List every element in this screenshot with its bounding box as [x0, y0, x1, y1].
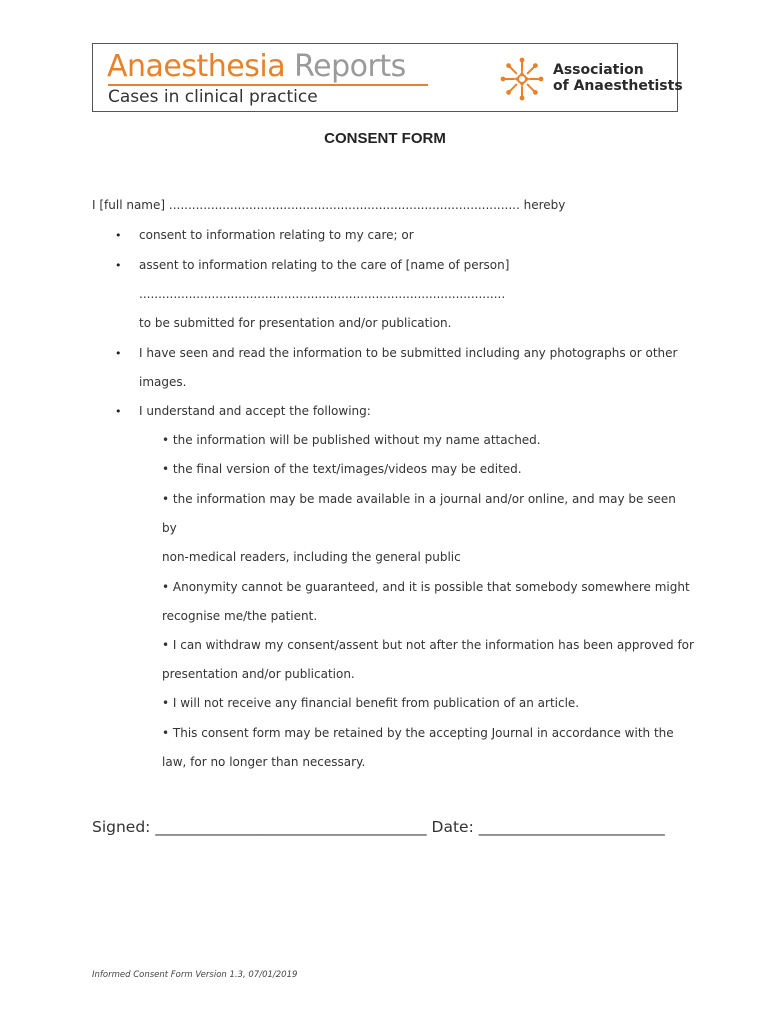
sub-item-available-line3: non-medical readers, including the general public	[162, 550, 461, 564]
association-name	[553, 62, 683, 94]
brand-word-anaesthesia: Anaesthesia	[107, 49, 286, 84]
association-logo-icon	[500, 57, 544, 101]
brand-logotype	[107, 50, 406, 84]
association-name-line2: of Anaesthetists	[553, 78, 683, 94]
sub-item-no-name: • the information will be published without my name attached.	[162, 433, 541, 447]
date-field[interactable]: Date: ________________________	[431, 818, 665, 836]
bullet-seen-line2: images.	[139, 375, 187, 389]
sub-item-available-line2: by	[162, 521, 177, 535]
brand-tagline: Cases in clinical practice	[108, 87, 318, 107]
bullet-glyph: •	[115, 229, 122, 242]
sub-item-anonymity-line1: • Anonymity cannot be guaranteed, and it is possible that somebody somewhere might	[162, 580, 690, 594]
bullet-understand: I understand and accept the following:	[139, 404, 371, 418]
sub-item-no-benefit: • I will not receive any financial benefit from publication of an article.	[162, 696, 580, 710]
signature-row	[92, 818, 665, 836]
bullet-consent: consent to information relating to my care; or	[139, 228, 414, 242]
sub-item-withdraw-line1: • I can withdraw my consent/assent but not after the information has been approved for	[162, 638, 694, 652]
footer-version: Informed Consent Form Version 1.3, 07/01/2019	[92, 970, 298, 980]
sub-item-edited: • the final version of the text/images/videos may be edited.	[162, 462, 522, 476]
sub-item-anonymity-line2: recognise me/the patient.	[162, 609, 318, 623]
sub-item-withdraw-line2: presentation and/or publication.	[162, 667, 355, 681]
intro-line: I [full name] ............................................................................................ hereby	[92, 198, 566, 212]
bullet-glyph: •	[115, 347, 122, 360]
form-title: CONSENT FORM	[324, 130, 446, 147]
person-name-dots: ................................................................................................	[139, 287, 506, 301]
bullet-assent-tail: to be submitted for presentation and/or publication.	[139, 316, 452, 330]
sub-item-available-line1: • the information may be made available in a journal and/or online, and may be seen	[162, 492, 676, 506]
association-name-line1: Association	[553, 62, 644, 78]
sub-item-retained-line2: law, for no longer than necessary.	[162, 755, 366, 769]
brand-word-reports: Reports	[294, 49, 406, 84]
bullet-glyph: •	[115, 259, 122, 272]
bullet-seen-line1: I have seen and read the information to be submitted including any photographs or other	[139, 346, 678, 360]
bullet-assent: assent to information relating to the care of [name of person]	[139, 258, 510, 272]
bullet-glyph: •	[115, 405, 122, 418]
sub-item-retained-line1: • This consent form may be retained by the accepting Journal in accordance with the	[162, 726, 674, 740]
signed-field[interactable]: Signed: ___________________________________	[92, 818, 427, 836]
